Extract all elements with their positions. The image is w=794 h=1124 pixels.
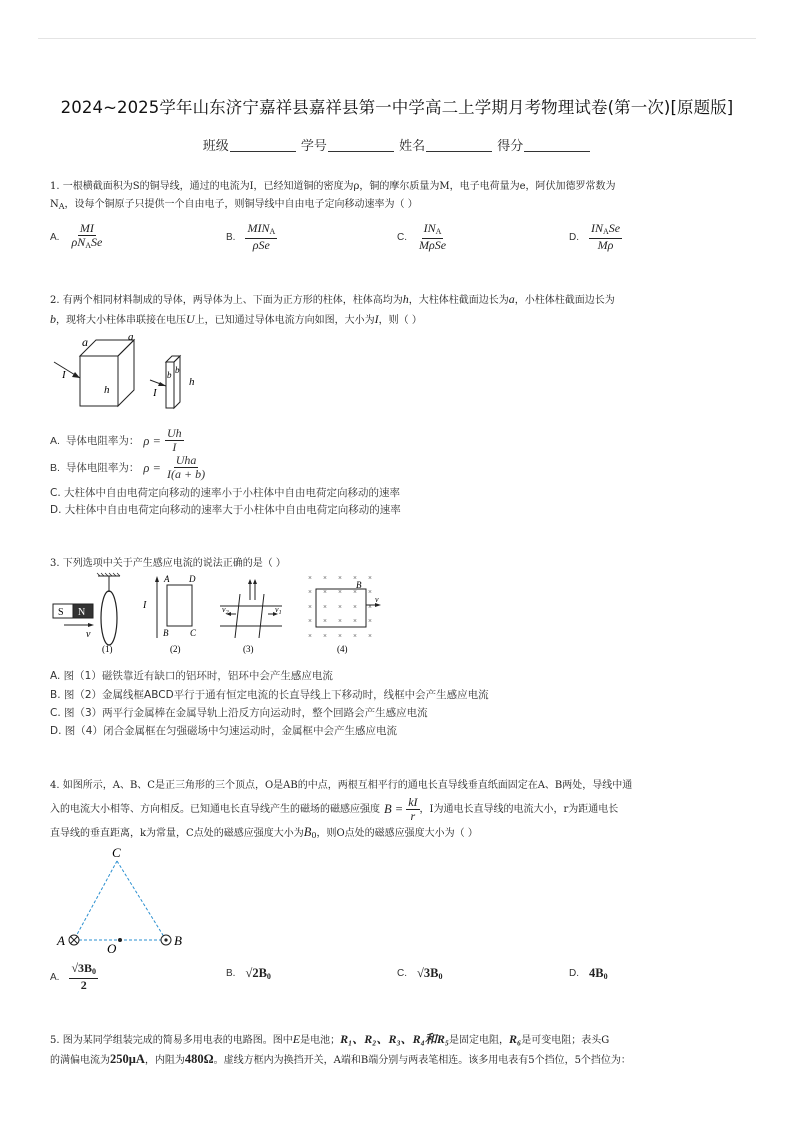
question-1-options (50, 222, 750, 252)
student-no-label: 学号 (300, 139, 327, 154)
q1-option-b[interactable]: B. $\frac{MIN_A}{\text{ρSe}}$ (226, 221, 276, 252)
svg-text:×: × (308, 588, 312, 596)
svg-text:×: × (323, 574, 327, 582)
fig-label-I1: I (62, 369, 66, 381)
fig-label-h1: h (104, 384, 110, 396)
class-label: 班级 (202, 139, 229, 154)
svg-text:×: × (368, 617, 372, 625)
q4-line-1: 4. 如图所示，A、B、C是正三角形的三个顶点，O是AB的中点，两根互相平行的通电长直导线垂直纸面固定在A、B两处，导线中通 (50, 780, 633, 791)
rail-v1: $v_1$ (275, 605, 282, 616)
q4-option-c[interactable]: C. $√3B_0$ (397, 966, 443, 981)
magnet-v: v (86, 629, 91, 640)
label-B: B (174, 933, 182, 948)
magnet-S: S (58, 607, 64, 618)
caption-3: (3) (243, 644, 254, 654)
q4-line-2: 入的电流大小相等、方向相反。已知通电长直导线产生的磁场的磁感应强度 B = $\frac{kI}{r}$ ，I为通电长直导线的电流大小，r为距通电长 (50, 794, 619, 823)
big-cube-front (80, 356, 118, 406)
svg-text:×: × (353, 617, 357, 625)
q3-option-a[interactable]: A. 图（1）磁铁靠近有缺口的铝环时，铝环中会产生感应电流 (50, 670, 333, 682)
fig-label-b2: b (175, 365, 180, 375)
caption-4: (4) (337, 644, 348, 654)
q1-option-d[interactable]: D. $\frac{IN_ASe}{M\rho}$ (569, 221, 621, 252)
q3-option-b[interactable]: B. 图（2）金属线框ABCD平行于通有恒定电流的长直导线上下移动时，线框中会产生感应电流 (50, 689, 489, 701)
name-label: 姓名 (399, 139, 426, 154)
svg-text:×: × (338, 603, 342, 611)
field-B: B (356, 580, 362, 590)
svg-text:×: × (323, 588, 327, 596)
svg-text:×: × (338, 574, 342, 582)
svg-text:×: × (368, 632, 372, 640)
question-3-stem: 3. 下列选项中关于产生感应电流的说法正确的是（ ） (50, 558, 286, 569)
current-arrow-1 (72, 372, 80, 378)
frame-B: B (163, 628, 169, 638)
q1-line-2: $N_A$，设每个铜原子只提供一个自由电子，则铜导线中自由电子定向移动速率为（ ） (50, 199, 418, 211)
svg-text:×: × (308, 603, 312, 611)
name-blank[interactable] (426, 139, 492, 152)
label-A: A (57, 933, 65, 948)
q1-option-b-fraction: $\frac{MIN_A}{\text{ρSe}}$ (247, 221, 276, 252)
fig-label-a2: a (128, 331, 134, 343)
caption-1: (1) (102, 644, 113, 654)
frame-A: A (164, 574, 170, 584)
point-O (118, 938, 122, 942)
q3-figures (50, 572, 390, 658)
small-col-side (174, 356, 180, 408)
current-arrow-2 (158, 382, 166, 386)
svg-text:×: × (338, 588, 342, 596)
q2-figure-conductors (50, 328, 210, 418)
q2-option-a[interactable]: A. 导体电阻率为： ρ = $\frac{Uh}{I}$ (50, 426, 182, 454)
fig-label-a1: a (82, 335, 88, 349)
caption-2: (2) (170, 644, 181, 654)
svg-text:×: × (308, 632, 312, 640)
question-4-options (50, 962, 750, 992)
frame-v: v (375, 595, 379, 604)
q3-fig2-wire-frame (142, 574, 197, 654)
q2-line-1: 2. 有两个相同材料制成的导体，两导体为上、下面为正方形的柱体，柱体高均为h，大柱体柱截面边长为a，小柱体柱截面边长为 (50, 292, 615, 306)
class-blank[interactable] (230, 139, 296, 152)
label-O: O (107, 941, 117, 955)
svg-text:×: × (323, 632, 327, 640)
q5-line-2: 的满偏电流为250μA，内阻为480Ω。虚线方框内为换挡开关，A端和B端分别与两表笔相连。该多用电表有5个挡位，5个挡位为： (50, 1052, 631, 1066)
q4-option-b[interactable]: B. $√2B_0$ (226, 966, 271, 981)
svg-text:×: × (323, 617, 327, 625)
q4-figure-triangle (50, 845, 200, 955)
q2-option-b[interactable]: B. 导体电阻率为： ρ = $\frac{\text{Uha}}{I(a + b)}$ (50, 453, 206, 481)
q2-line-2: b，现将大小柱体串联接在电压U上，已知通过导体电流方向如图，大小为I，则（ ） (50, 312, 422, 326)
small-col-front (166, 362, 174, 408)
small-col-top (166, 356, 180, 362)
q1-option-c-fraction: $\frac{IN_A}{\text{MρSe}}$ (419, 221, 447, 252)
q1-option-c[interactable]: C. $\frac{IN_A}{\text{MρSe}}$ (397, 221, 447, 252)
svg-text:×: × (353, 588, 357, 596)
q1-option-a[interactable]: A. $\frac{MI}{\rho N_ASe}$ (50, 221, 103, 250)
fig-label-I2: I (153, 387, 157, 399)
svg-text:×: × (368, 588, 372, 596)
q5-line-1: 5. 图为某同学组装完成的简易多用电表的电路图。图中E是电池；R₁、R₂、R₃、R₄和R₅是固定电阻，R₆是可变电阻；表头G (50, 1032, 610, 1046)
svg-text:×: × (308, 617, 312, 625)
label-C: C (112, 845, 121, 860)
question-1-stem (50, 178, 750, 216)
q3-option-d[interactable]: D. 图（4）闭合金属框在匀强磁场中匀速运动时，金属框中会产生感应电流 (50, 725, 397, 737)
frame-C: C (190, 628, 197, 638)
q3-fig1-magnet-ring (53, 573, 120, 654)
student-no-blank[interactable] (328, 139, 394, 152)
svg-text:×: × (338, 617, 342, 625)
score-blank[interactable] (524, 139, 590, 152)
frame-D: D (189, 574, 196, 584)
q1-line-1: 1. 一根横截面积为S的铜导线，通过的电流为I，已经知道铜的密度为ρ，铜的摩尔质量为M，电子电荷量为e，阿伏加德罗常数为 (50, 181, 616, 192)
big-cube-side (118, 340, 134, 406)
q3-fig3-rails (220, 582, 282, 638)
q4-option-d[interactable]: D. $4B_0$ (569, 966, 608, 981)
q4-option-a[interactable]: A. $\frac{√3B_0}{2}$ (50, 961, 97, 992)
question-5-stem (50, 1030, 750, 1070)
svg-text:×: × (353, 574, 357, 582)
q2-option-d[interactable]: D. 大柱体中自由电荷定向移动的速率大于小柱体中自由电荷定向移动的速率 (50, 504, 401, 516)
question-2-stem (50, 290, 750, 330)
svg-text:×: × (338, 632, 342, 640)
rail-v2: $v_2$ (222, 605, 229, 616)
wire-I: I (143, 600, 147, 611)
magnet-N: N (78, 607, 86, 618)
header-rule (38, 38, 756, 39)
svg-text:×: × (308, 574, 312, 582)
student-info-line (0, 135, 794, 154)
score-label: 得分 (497, 139, 524, 154)
q1-option-d-fraction: $\frac{IN_ASe}{M\rho}$ (591, 221, 621, 252)
q4-line-3: 直导线的垂直距离，k为常量，C点处的磁感应强度大小为$B_0$，则O点处的磁感应强度大小为（ ） (50, 825, 478, 840)
question-4-stem (50, 776, 750, 845)
q2-option-c[interactable]: C. 大柱体中自由电荷定向移动的速率小于小柱体中自由电荷定向移动的速率 (50, 487, 401, 499)
q3-option-c[interactable]: C. 图（3）两平行金属棒在金属导轨上沿反方向运动时，整个回路会产生感应电流 (50, 707, 428, 719)
q3-fig4-field (308, 574, 372, 640)
fig-label-h2: h (189, 376, 195, 388)
fig-label-b1: b (167, 370, 172, 380)
svg-text:×: × (353, 632, 357, 640)
svg-text:×: × (368, 574, 372, 582)
q1-option-a-fraction: $\frac{MI}{\rho N_ASe}$ (71, 221, 103, 250)
page-title: 2024~2025学年山东济宁嘉祥县嘉祥县第一中学高二上学期月考物理试卷(第一次)[原题版] (60, 98, 734, 117)
svg-text:×: × (368, 603, 372, 611)
svg-text:×: × (323, 603, 327, 611)
svg-text:×: × (353, 603, 357, 611)
